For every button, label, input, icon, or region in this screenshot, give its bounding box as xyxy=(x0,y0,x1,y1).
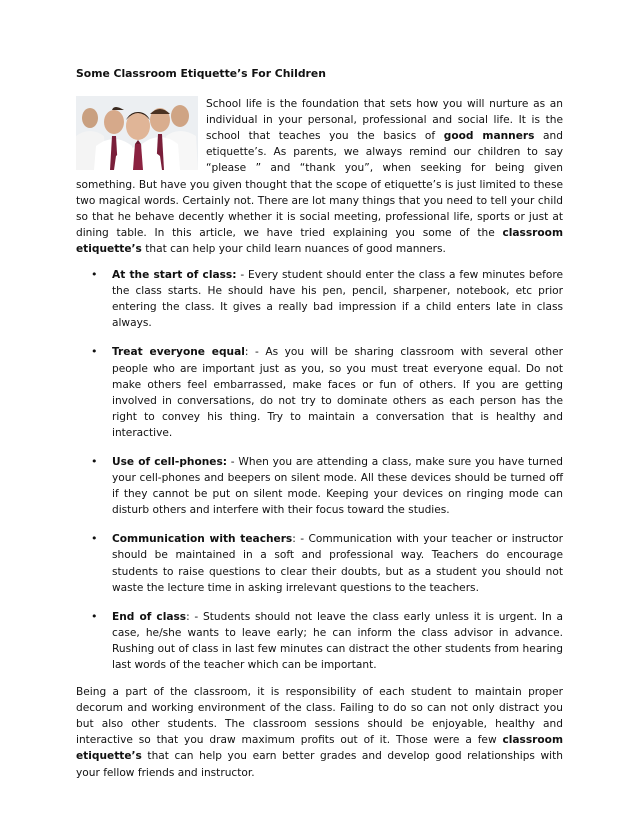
bullet-icon: • xyxy=(91,454,98,468)
intro-text-3: that can help your child learn nuances of good manners. xyxy=(141,242,446,255)
list-item-text: : - Communication with your teacher or instructor should be maintained in a soft and professional way. Teachers do encourage students to raise questions to clear their doubts, but as a student you should not waste the lecture time in asking irrelevant questions to the teachers. xyxy=(112,533,563,594)
bullet-icon: • xyxy=(91,345,98,359)
list-item-text: - Every student should enter the class a few minutes before the class starts. He should have his pen, pencil, sharpener, notebook, etc prior entering the class. It gives a really bad impression if a child enters late in class always. xyxy=(112,269,563,330)
list-item xyxy=(76,454,563,518)
bullet-icon: • xyxy=(91,532,98,546)
students-photo xyxy=(76,96,198,170)
intro-bold-classroom-etiquettes: classroom etiquette’s xyxy=(76,226,563,255)
intro-text-1: School life is the foundation that sets how you will nurture as an individual in your personal, professional and social life. It is the school that teaches you the basics of xyxy=(206,98,563,143)
list-item-text: - When you are attending a class, make sure you have turned your cell-phones and beepers on silent mode. All these devices should be turned off if they cannot be put on silent mode. Keeping your devices on ringing mode can disturb others and interfere with their focus toward the studies. xyxy=(112,455,563,517)
list-item xyxy=(76,531,563,595)
document-page xyxy=(76,66,563,781)
etiquette-list xyxy=(76,267,563,673)
bullet-icon: • xyxy=(91,268,98,282)
list-item-heading: Use of cell-phones: xyxy=(112,455,227,468)
closing-bold-classroom-etiquettes: classroom etiquette’s xyxy=(76,734,563,763)
list-item-text: : - Students should not leave the class early unless it is urgent. In a case, he/she wants to leave early; he can inform the class advisor in advance. Rushing out of class in last few minutes can distract the other students from hearing last words of the teacher which can be important. xyxy=(112,610,564,671)
closing-paragraph xyxy=(76,684,563,781)
list-item-heading: At the start of class: xyxy=(112,269,237,282)
list-item-heading: End of class xyxy=(112,610,187,623)
list-item-text: : - As you will be sharing classroom with several other people who are important just as you, so you must treat everyone equal. Do not make others feel embarrassed, make faces or fun of others. If you are getting involved in conversations, do not try to dominate others as each person has the right to convey his thing. Try to maintain a conversation that is healthy and interactive. xyxy=(112,346,564,439)
list-item xyxy=(76,609,563,673)
document-title: Some Classroom Etiquette’s For Children xyxy=(76,67,326,80)
intro-bold-good-manners: good manners xyxy=(443,130,535,143)
closing-text-2: that can help you earn better grades and develop good relationships with your fellow friends and instructor. xyxy=(76,750,563,779)
list-item xyxy=(76,344,563,441)
intro-text-2: and etiquette’s. As parents, we always remind our children to say “please ” and “thank you”, when seeking for being given something. But have you given thought that the scope of etiquette’s is just limited to these two magical words. Certainly not. There are lot many things that you need to tell your child so that he behave decently whether it is social meeting, professional life, sports or just at dining table. In this article, we have tried explaining you some of the xyxy=(76,130,563,239)
closing-text-1: Being a part of the classroom, it is responsibility of each student to maintain proper decorum and working environment of the class. Failing to do so can not only distract you but also other students. The classroom sessions should be enjoyable, healthy and interactive so that you draw maximum profits out of it. Those were a few xyxy=(76,686,563,747)
list-item xyxy=(76,267,563,331)
bullet-icon: • xyxy=(91,609,98,623)
list-item-heading: Communication with teachers xyxy=(112,533,293,546)
list-item-heading: Treat everyone equal xyxy=(112,346,245,359)
students-photo-icon xyxy=(76,96,198,170)
